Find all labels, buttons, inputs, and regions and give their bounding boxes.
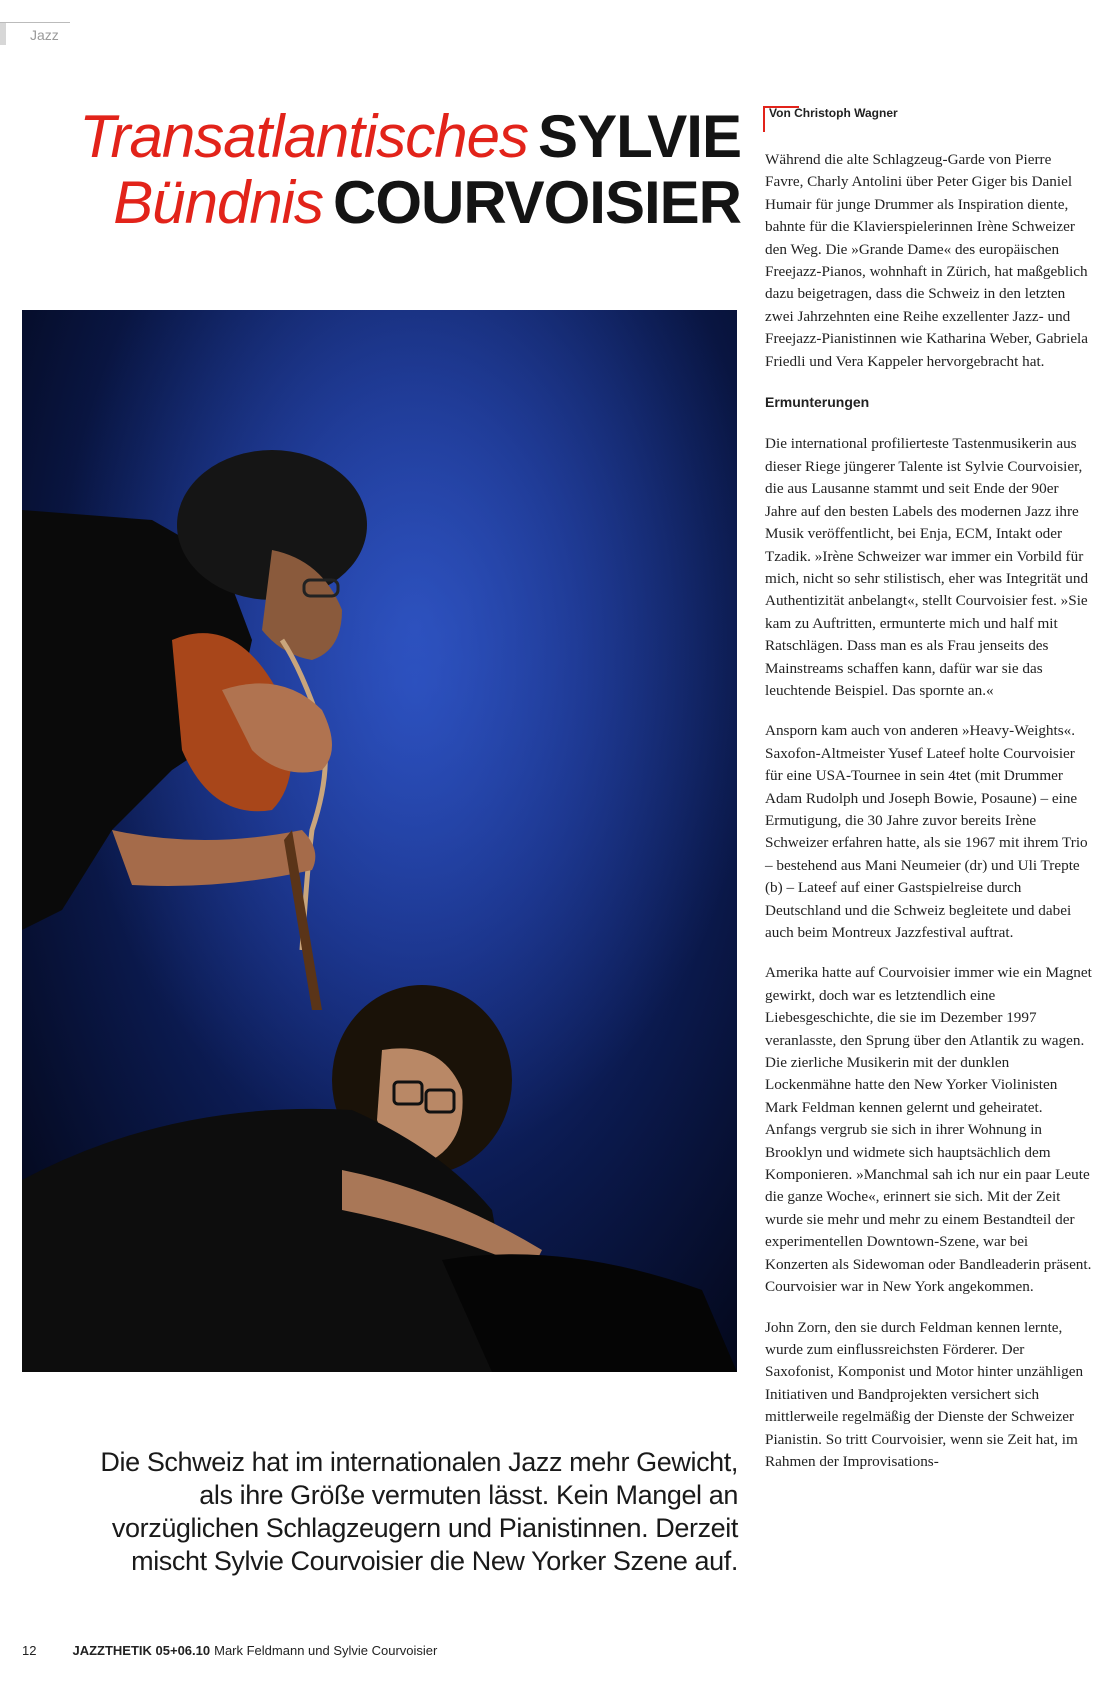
headline-line-2 [79,170,741,236]
section-tag-shade [0,23,6,45]
paragraph-3: Ansporn kam auch von anderen »Heavy-Weights«. Saxofon-Altmeister Yusef Lateef holte Courvoisier für eine USA-Tournee in sein 4tet (mit Drummer Adam Rudolph und Joseph Bowie, Posaune) – eine Ermutigung, die 30 Jahre zuvor bereits Irène Schweizer erfahren hatte, als sie 1967 mit ihrem Trio – bestehend aus Mani Neumeier (dr) und Uli Trepte (b) – Lateef auf einer Gastspielreise durch Deutschland und die Schweiz begleitete und dabei auch beim Montreux Jazzfestival auftrat. [765,722,1088,941]
photo-caption: Mark Feldmann und Sylvie Courvoisier [214,1643,438,1658]
byline: Von Christoph Wagner [763,106,898,132]
headline-italic-2: Bündnis [113,169,324,236]
concert-photo [22,310,737,1372]
page-number: 12 [22,1643,37,1658]
subheading: Ermunterungen [765,394,870,411]
paragraph-1: Während die alte Schlagzeug-Garde von Pierre Favre, Charly Antolini über Peter Giger bis Daniel Humair für junge Drummer als Inspiration diente, bahnte für die Klavierspielerinnen Irène Schweizer den Weg. Die »Grande Dame« des europäischen Freejazz-Pianos, wohnhaft in Zürich, hat maßgeblich dazu beigetragen, dass die Schweiz in den letzten zwei Jahrzehnten eine Reihe exzellenter Jazz- und Freejazz-Pianistinnen wie Katharina Weber, Gabriela Friedli und Vera Kappeler hervorgebracht hat. [765,151,1089,370]
section-label: Jazz [30,27,59,43]
paragraph-4: Amerika hatte auf Courvoisier immer wie ein Magnet gewirkt, doch war es letztendlich eine Liebesgeschichte, die sie im Dezember 1997 veranlasste, den Sprung über den Atlantik zu wagen. Die zierliche Musikerin mit der dunklen Lockenmähne hatte den New Yorker Violinisten Mark Feldman kennen gelernt und geheiratet. Anfangs vergrub sie sich in ihrer Wohnung in Brooklyn und widmete sich hauptsächlich dem Komponieren. »Manchmal sah ich nur ein paar Leute die ganze Woche«, erinnert sie sich. Mit der Zeit wurde sie mehr und mehr zu einem Bestandteil der experimentellen Downtown-Szene, war bei Konzerten als Sidewoman oder Bandleaderin präsent. Courvoisier war in New York angekommen. [765,964,1092,1296]
paragraph-2: Die international profilierteste Tastenmusikerin aus dieser Riege jüngerer Talente ist Sylvie Courvoisier, die aus Lausanne stammt und seit Ende der 90er Jahre auf den besten Labels des modernen Jazz ihre Musik veröffentlicht, bei Enja, ECM, Intakt oder Tzadik. »Irène Schweizer war immer ein Vorbild für mich, nicht so sehr stilistisch, eher was Integrität und Authentizität anbelangt«, stellt Courvoisier fest. »Sie kam zu Auftritten, ermunterte mich und half mit Ratschlägen. Dass man es als Frau jenseits des Mainstreams schaffen kann, dafür war sie das leuchtende Beispiel. Das spornte an.« [765,435,1089,699]
headline-bold-2: COURVOISIER [333,169,741,236]
article-body [765,149,1093,1491]
headline [79,104,741,236]
lead-text: Die Schweiz hat im internationalen Jazz mehr Gewicht, als ihre Größe vermuten lässt. Kein Mangel an vorzüglichen Schlagzeugern und Pianistinnen. Derzeit mischt Sylvie Courvoisier die New Yorker Szene auf. [100,1447,738,1576]
paragraph-5: John Zorn, den sie durch Feldman kennen lernte, wurde zum einflussreichsten Förderer. Der Saxofonist, Komponist und Motor hinter unzähligen Initiativen und Bandprojekten versichert sich mittlerweile regelmäßig der Dienste der Schweizer Pianistin. So tritt Courvoisier, wenn sie Zeit hat, im Rahmen der Improvisations- [765,1318,1084,1470]
page-footer [22,1643,437,1658]
headline-line-1 [79,104,741,170]
headline-bold-1: SYLVIE [538,103,741,170]
photo-illustration [22,310,737,1372]
section-tag [0,22,70,45]
magazine-issue: JAZZTHETIK 05+06.10 [72,1643,211,1658]
headline-italic-1: Transatlantisches [79,103,529,170]
